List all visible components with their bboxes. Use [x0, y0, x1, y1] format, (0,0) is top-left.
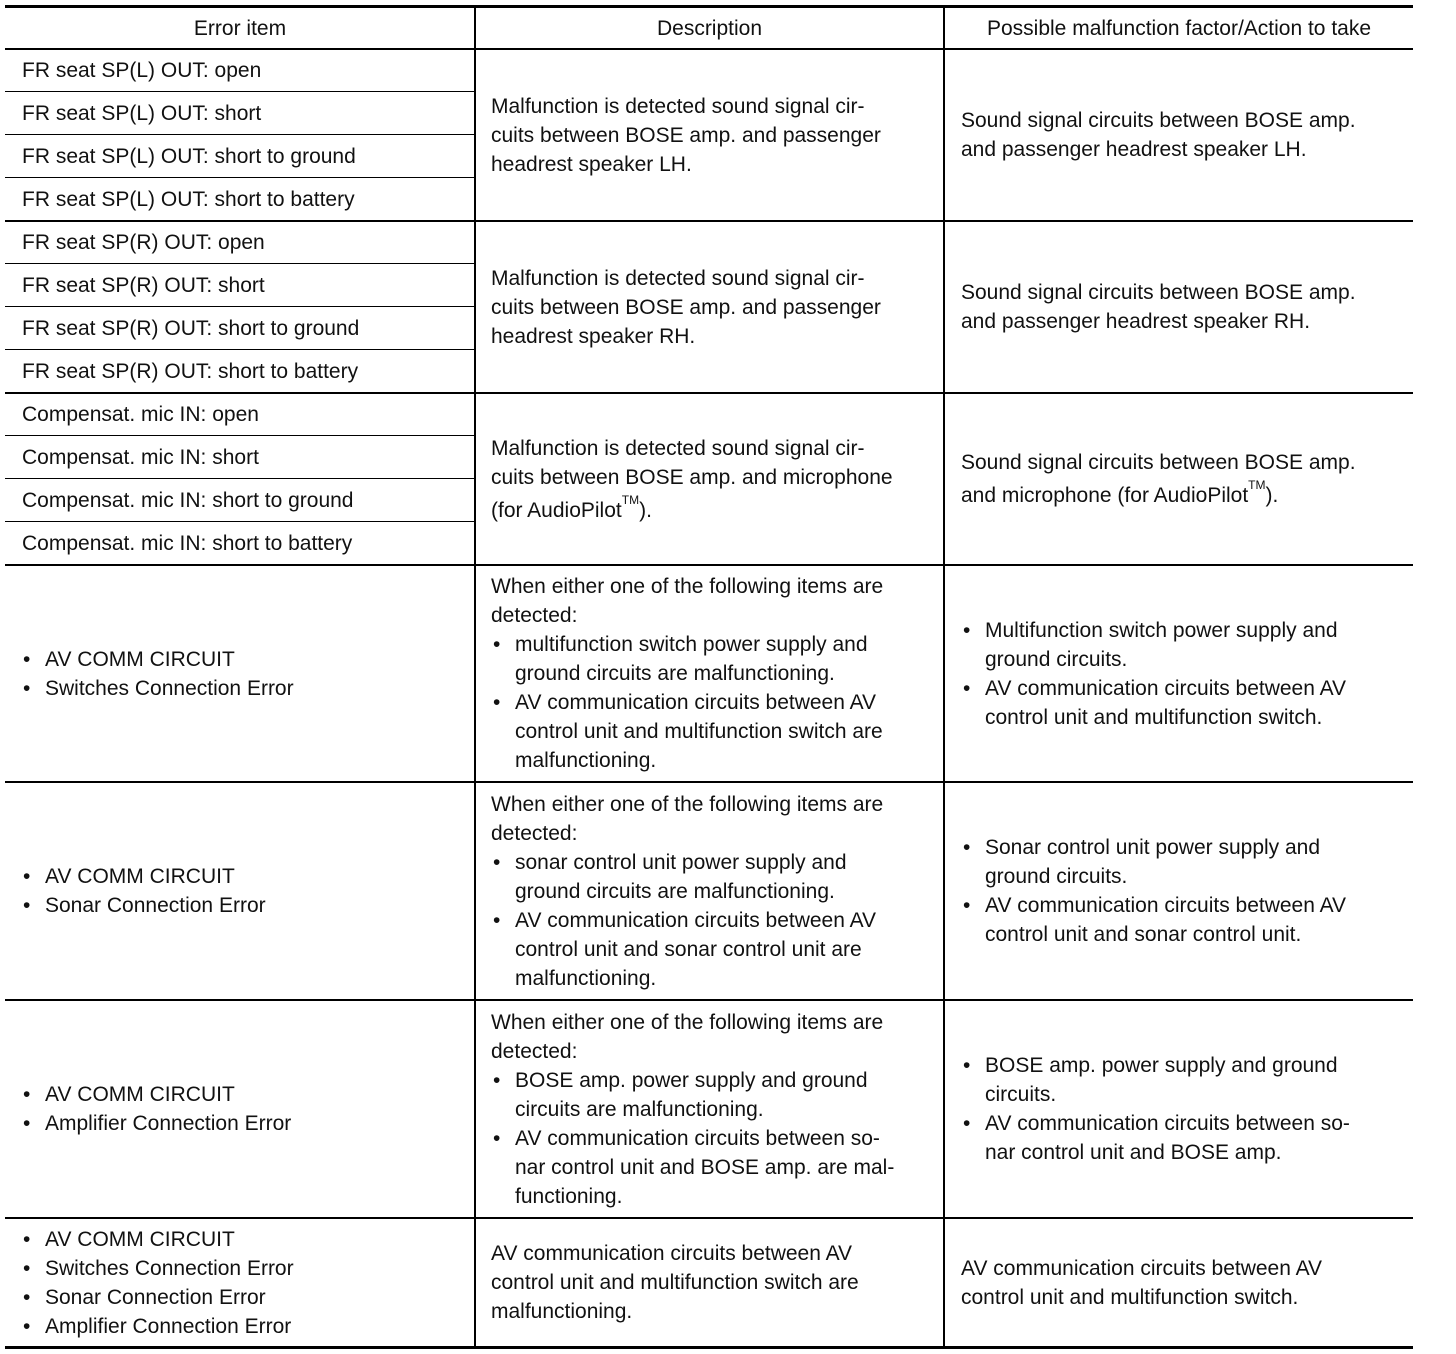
error-item: FR seat SP(L) OUT: short [22, 101, 262, 125]
error-item: • Sonar Connection Error [21, 891, 474, 920]
description-intro: detected: [491, 604, 578, 627]
action-line: Sound signal circuits between BOSE amp. [961, 109, 1356, 132]
error-item: FR seat SP(L) OUT: short to battery [22, 187, 355, 211]
action-bullet: • Multifunction switch power supply and ground circuits. [961, 616, 1403, 674]
description-line: Malfunction is detected sound signal cir- [491, 436, 865, 460]
trademark-superscript: TM [1248, 478, 1266, 492]
description-line: AV communication circuits between AV [491, 1242, 853, 1265]
description-bullet: • multifunction switch power supply and ground circuits are malfunctioning. [491, 630, 937, 688]
action-bullet: • BOSE amp. power supply and ground circuits. [961, 1051, 1403, 1109]
description-line: cuits between BOSE amp. and passenger [491, 123, 881, 147]
error-item: FR seat SP(L) OUT: short to ground [22, 144, 356, 168]
description-bullet: • AV communication circuits between so- nar control unit and BOSE amp. are mal- functioning. [491, 1124, 937, 1211]
table-bottom-border [5, 1346, 1413, 1349]
error-item: • AV COMM CIRCUIT [21, 1225, 474, 1254]
action-bullet: • Sonar control unit power supply and ground circuits. [961, 833, 1403, 891]
description-intro: When either one of the following items are [491, 792, 884, 816]
error-item-cell [5, 783, 474, 999]
description-intro: detected: [491, 821, 578, 845]
description-cell [476, 1001, 943, 1217]
action-cell [945, 394, 1413, 564]
error-item: FR seat SP(R) OUT: short to battery [22, 359, 359, 383]
error-item-cell [5, 1219, 474, 1346]
error-item-list [21, 1080, 474, 1138]
description-line: cuits between BOSE amp. and microphone [491, 465, 893, 489]
error-item: • Amplifier Connection Error [21, 1312, 474, 1341]
error-item: • AV COMM CIRCUIT [21, 645, 474, 674]
error-item: Compensat. mic IN: short to ground [22, 488, 354, 512]
description-cell [476, 1219, 943, 1346]
action-bullets [961, 1051, 1403, 1167]
description-line: control unit and multifunction switch are [491, 1271, 859, 1294]
action-cell [945, 222, 1413, 392]
header-action: Possible malfunction factor/Action to take [986, 16, 1372, 40]
action-line: and passenger headrest speaker RH. [961, 310, 1311, 333]
action-bullet: • AV communication circuits between AV control unit and multifunction switch. [961, 674, 1403, 732]
error-item: • Sonar Connection Error [21, 1283, 474, 1312]
action-line: control unit and multifunction switch. [961, 1285, 1299, 1309]
error-item: Compensat. mic IN: short to battery [22, 531, 353, 555]
description-intro: When either one of the following items are [491, 575, 884, 598]
action-line: and passenger headrest speaker LH. [961, 138, 1307, 161]
description-text: (for AudioPilot [491, 498, 622, 522]
description-intro: detected: [491, 1039, 578, 1063]
description-line: Malfunction is detected sound signal cir- [491, 94, 865, 118]
action-line: Sound signal circuits between BOSE amp. [961, 281, 1356, 304]
description-bullet: • BOSE amp. power supply and ground circuits are malfunctioning. [491, 1066, 937, 1124]
error-item: FR seat SP(R) OUT: short to ground [22, 316, 360, 340]
description-line: malfunctioning. [491, 1300, 633, 1323]
action-cell [945, 1219, 1413, 1346]
description-cell [476, 783, 943, 999]
error-item: FR seat SP(R) OUT: short [22, 273, 265, 297]
error-item-cell [5, 566, 474, 781]
action-cell [945, 566, 1413, 781]
description-bullet: • sonar control unit power supply and ground circuits are malfunctioning. [491, 848, 937, 906]
error-item: • AV COMM CIRCUIT [21, 1080, 474, 1109]
action-bullets [961, 616, 1403, 732]
description-bullet: • AV communication circuits between AV control unit and multifunction switch are malfunctioning. [491, 688, 937, 775]
error-item: • Switches Connection Error [21, 1254, 474, 1283]
header-error-item: Error item [193, 16, 287, 40]
action-text: and microphone (for AudioPilot [961, 484, 1249, 507]
error-item: Compensat. mic IN: open [22, 402, 259, 426]
description-line: headrest speaker LH. [491, 152, 692, 176]
description-cell [476, 50, 943, 220]
error-item-list [21, 1225, 474, 1341]
error-item: • Switches Connection Error [21, 674, 474, 703]
description-line: cuits between BOSE amp. and passenger [491, 295, 881, 319]
description-text: ). [639, 498, 652, 522]
action-line: Sound signal circuits between BOSE amp. [961, 451, 1356, 474]
action-line: AV communication circuits between AV [961, 1256, 1323, 1280]
error-item: • Amplifier Connection Error [21, 1109, 474, 1138]
description-bullets [491, 848, 937, 993]
action-cell [945, 783, 1413, 999]
description-bullets [491, 1066, 937, 1211]
description-line: Malfunction is detected sound signal cir- [491, 266, 865, 290]
description-cell [476, 222, 943, 392]
error-item-cell [5, 1001, 474, 1217]
description-bullet: • AV communication circuits between AV control unit and sonar control unit are malfunctioning. [491, 906, 937, 993]
action-bullet: • AV communication circuits between AV control unit and sonar control unit. [961, 891, 1403, 949]
description-line [491, 492, 937, 525]
action-text: ). [1265, 484, 1279, 507]
description-bullets [491, 630, 937, 775]
error-item: Compensat. mic IN: short [22, 445, 259, 469]
error-item-list [21, 645, 474, 703]
error-item: FR seat SP(R) OUT: open [22, 230, 265, 254]
description-cell [476, 566, 943, 781]
error-item: • AV COMM CIRCUIT [21, 862, 474, 891]
action-line [961, 477, 1403, 510]
trademark-superscript: TM [621, 492, 640, 507]
header-description: Description [656, 16, 763, 40]
error-item: FR seat SP(L) OUT: open [22, 58, 262, 82]
action-bullet: • AV communication circuits between so- nar control unit and BOSE amp. [961, 1109, 1403, 1167]
error-item-list [21, 862, 474, 920]
action-bullets [961, 833, 1403, 949]
action-cell [945, 1001, 1413, 1217]
action-cell [945, 50, 1413, 220]
description-line: headrest speaker RH. [491, 324, 696, 348]
description-cell [476, 394, 943, 564]
description-intro: When either one of the following items are [491, 1010, 884, 1034]
